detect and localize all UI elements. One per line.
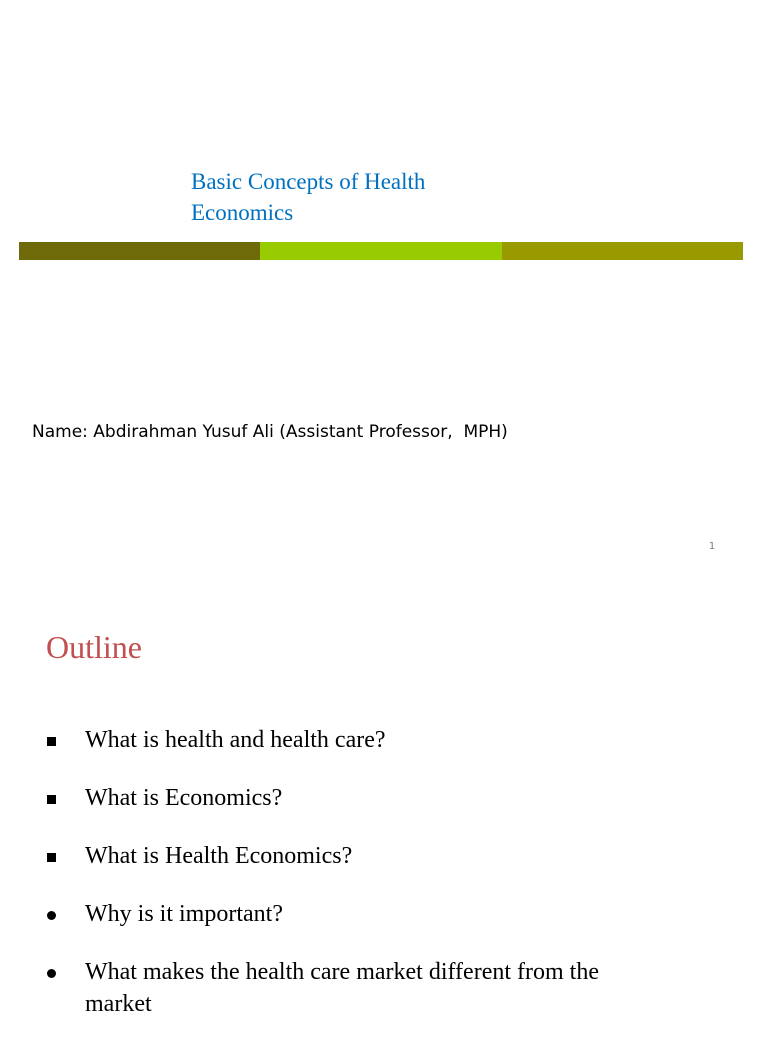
square-bullet-icon	[46, 840, 60, 872]
outline-heading: Outline	[46, 629, 142, 665]
outline-slide	[0, 580, 768, 1024]
decorative-color-bar	[19, 242, 743, 260]
slide-title: Basic Concepts of Health Economics	[191, 169, 426, 225]
bullet-text: What makes the health care market different from the market	[85, 959, 599, 1017]
presenter-name: Name: Abdirahman Yusuf Ali (Assistant Professor, MPH)	[32, 422, 508, 442]
bullet-item	[46, 782, 746, 814]
color-bar-segment-dark-olive	[19, 242, 260, 260]
bullet-text: What is Economics?	[85, 785, 283, 811]
bullet-text: What is health and health care?	[85, 727, 386, 753]
color-bar-segment-olive	[502, 242, 743, 260]
bullet-item	[46, 724, 746, 756]
round-bullet-icon	[46, 956, 60, 988]
color-bar-segment-lime	[260, 242, 501, 260]
outline-bullet-list	[46, 724, 746, 1046]
square-bullet-icon	[46, 724, 60, 756]
round-bullet-icon	[46, 898, 60, 930]
bullet-item	[46, 840, 746, 872]
slide-number: 1	[708, 541, 716, 552]
bullet-item	[46, 898, 746, 930]
bullet-text: Why is it important?	[85, 901, 283, 927]
bullet-item	[46, 956, 746, 1020]
square-bullet-icon	[46, 782, 60, 814]
bullet-text: What is Health Economics?	[85, 843, 353, 869]
